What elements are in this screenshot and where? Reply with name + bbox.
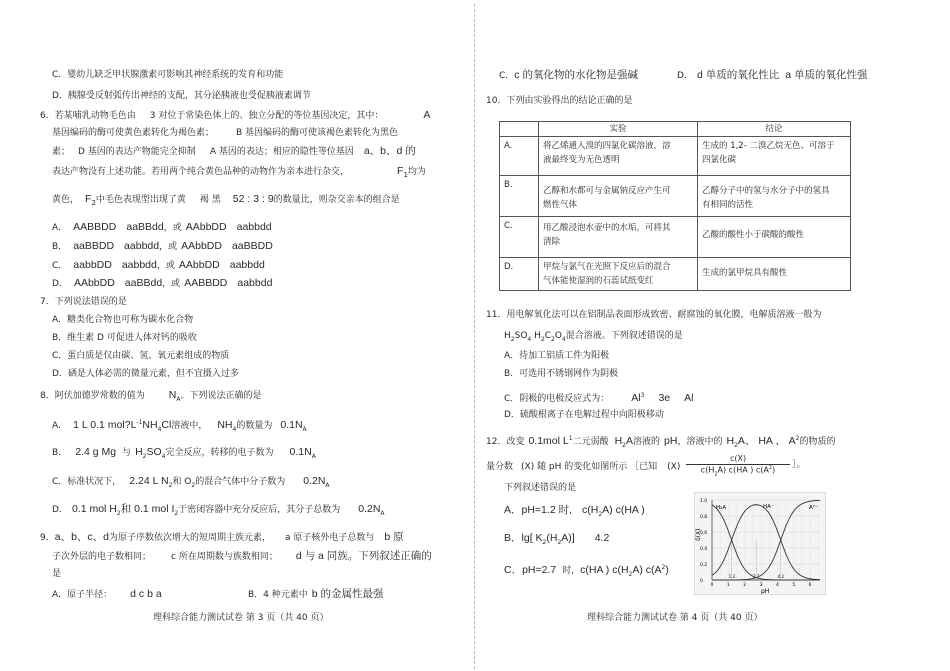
q6-stem-line2: 基因编码的酶可使黄色素转化为褐色素； B 基因编码的酶可使该褐色素转化为黑色: [52, 128, 399, 138]
q10-stem: 10．下列由实验得出的结论正确的是: [486, 96, 633, 106]
q11-stem-line1: 11．用电解氧化法可以在铝制品表面形成致密、耐腐蚀的氧化膜，电解质溶液一般为: [486, 310, 822, 320]
q10-row-experiment: 甲烷与氯气在光照下反应后的混合 气体能使湿润的石蕊试纸变红: [539, 258, 698, 291]
label-h2a: H₂A: [716, 505, 727, 511]
q12-option-b: B．lg[ $K_2(H_2A)$] 4.2: [504, 532, 610, 546]
q11-option-d: D．硫酸根离子在电解过程中向阳极移动: [504, 410, 664, 420]
x-tick-label: 5: [792, 583, 796, 588]
x-tick-label: 3: [759, 583, 763, 588]
q7-option-c: C．蛋白质是仅由碳、氢、氧元素组成的物质: [52, 351, 230, 361]
q5-option-d: D．胰腺受反射弧传出神经的支配，其分泌胰液也受促胰液素调节: [52, 91, 311, 101]
q12-stem-line3: 下列叙述错误的是: [504, 483, 577, 493]
q10-row: [500, 176, 851, 217]
q10-head-blank: [500, 122, 539, 137]
q11-option-b: B．可选用不锈钢网作为阴极: [504, 369, 619, 379]
q9-stem-line3: 是: [52, 569, 62, 579]
q6-option-a: A． AABBDD aaBBdd，或 AAbbDD aabbdd: [52, 221, 272, 233]
q10-table: [499, 121, 851, 291]
q11-option-a: A．待加工铝质工件为阳极: [504, 351, 610, 361]
q10-row-experiment: 乙醇和水都可与金属钠反应产生可 燃性气体: [539, 176, 698, 217]
q12-option-a: A．pH=1.2 时, $c(H_2A)$ c(HA ): [504, 504, 645, 518]
q8-option-a: A． 1 L 0.1 $mol?L^{-1}NH_4Cl$溶液中， $NH_4$的数量为 $0.1N_A$: [52, 419, 307, 433]
q10-row-label: D.: [500, 258, 539, 291]
y-tick-label: 1.0: [700, 499, 708, 504]
q6-option-d: D． AAbbDD aaBBdd，或 AABBDD aabbdd: [52, 277, 273, 289]
left-page-footer: 理科综合能力测试试卷 第 3 页（共 40 页）: [153, 613, 329, 623]
q10-row-conclusion: 生成的氯甲烷具有酸性: [698, 258, 851, 291]
q9-option-d: D． d 单质的氧化性比 a 单质的氧化性强: [677, 69, 868, 81]
q10-row-experiment: 用乙酸浸泡水壶中的水垢，可将其 清除: [539, 217, 698, 258]
q7-option-d: D．硒是人体必需的微量元素，但不宜摄入过多: [52, 369, 239, 379]
q8-option-d: D． 0.1 mol $H_2$和 0.1 mol $I_2$于密闭容器中充分反应后，其分子总数为 $0.2N_A$: [52, 503, 385, 517]
q10-row-label: A.: [500, 137, 539, 176]
q9-stem-line2: 子次外层的电子数相同； c 所在周期数与族数相同； d 与 a 同族。下列叙述正确的: [52, 550, 432, 562]
q6-stem-line1: 6．若某哺乳动物毛色由 3 对位于常染色体上的、独立分配的等位基因决定，其中： A: [40, 109, 431, 121]
x-tick-label: 0: [710, 583, 714, 588]
q12-stem-line1: 12．改变 0.1mol $L^1$二元弱酸 $H_2A$溶液的 pH，溶液中的 $H_2A$、 HA 、 $A^2$的物质的: [486, 435, 836, 449]
graph-frame: [694, 492, 826, 595]
q6-stem-line5: 黄色， $F_2$中毛色表现型出现了黄 褐 黑 52 : 3 : 9的数量比，则杂交亲本的组合是: [52, 193, 400, 207]
y-tick-label: 0.8: [700, 515, 708, 520]
q10-row-label: C.: [500, 217, 539, 258]
q10-row: [500, 137, 851, 176]
y-tick-label: 0.2: [700, 563, 708, 568]
q10-head-experiment: 实验: [539, 122, 698, 137]
q9-option-c: C．c 的氧化物的水化物是强碱: [499, 69, 638, 81]
page-divider: [474, 4, 475, 669]
q8-option-c: C．标准状况下， 2.24 L $N_2$和 $O_2$的混合气体中分子数为 $0.2N_A$: [52, 475, 330, 489]
q7-stem: 7．下列说法错误的是: [40, 297, 127, 307]
marker-label: 4.2: [777, 574, 785, 579]
x-tick-label: 6: [808, 583, 812, 588]
marker-label: 2.7: [753, 574, 760, 579]
q12-fraction-end: ］。: [792, 460, 806, 470]
q6-option-c: C． aabbDD aabbdd，或 AAbbDD aabbdd: [52, 259, 265, 271]
q10-row-conclusion: 乙酸的酸性小于碳酸的酸性: [698, 217, 851, 258]
right-page-footer: 理科综合能力测试试卷 第 4 页（共 40 页）: [587, 613, 763, 623]
q10-head-conclusion: 结论: [698, 122, 851, 137]
q10-row-label: B.: [500, 176, 539, 217]
y-tick-label: 0.6: [700, 531, 708, 536]
label-a2: A²⁻: [809, 505, 818, 511]
q9-option-a: A．原子半径： d c b a: [52, 588, 162, 600]
q10-row: [500, 258, 851, 291]
q6-option-b: B． aaBBDD aabbdd，或 AAbbDD aaBBDD: [52, 240, 273, 252]
q8-option-b: B． 2.4 g Mg 与 $H_2SO_4$完全反应，转移的电子数为 $0.1N_A$: [52, 446, 316, 460]
y-tick-label: 0: [700, 579, 703, 584]
q10-row-conclusion: 生成的 1,2- 二溴乙烷无色、可溶于 四氯化碳: [698, 137, 851, 176]
graph-xlabel: pH: [761, 588, 770, 595]
q8-stem: 8．阿伏加德罗常数的值为 $N_A$。下列说法正确的是: [40, 389, 262, 403]
y-tick-label: 0.4: [700, 547, 708, 552]
q11-stem-line2: $H_2SO_4$ $H_2C_2O_4$混合溶液。下列叙述错误的是: [504, 331, 683, 343]
q12-stem-line2: 量分数 (X) 随 pH 的变化如图所示 ［已知 (X): [486, 462, 681, 472]
q7-option-b: B．维生素 D 可促进人体对钙的吸收: [52, 333, 197, 343]
q10-row-conclusion: 乙醇分子中的氢与水分子中的氢具 有相同的活性: [698, 176, 851, 217]
marker-label: 1.2: [728, 574, 736, 579]
q5-option-c: C．婴幼儿缺乏甲状腺激素可影响其神经系统的发育和功能: [52, 70, 284, 80]
q12-fraction: $\frac{c(X)}{c(H_2A) c(HA ) c(A^2)}$: [686, 454, 790, 477]
q12-option-c: C．pH=2.7 时, c(HA ) $c(H_2A)$ $c(A^2)$: [504, 564, 669, 578]
label-ha: HA⁻: [763, 504, 774, 510]
q10-row: [500, 217, 851, 258]
q10-row-experiment: 将乙烯通入溴的四氯化碳溶液，溶 液最终变为无色透明: [539, 137, 698, 176]
q9-stem-line1: 9．a、b、c、d为原子序数依次增大的短周期主族元素， a 原子核外电子总数与 b 原: [40, 531, 404, 543]
x-tick-label: 4: [775, 583, 779, 588]
q6-stem-line3: 素； D 基因的表达产物能完全抑制 A 基因的表达；相应的隐性等位基因 a、b、d 的: [52, 145, 416, 157]
q7-option-a: A．糖类化合物也可称为碳水化合物: [52, 315, 194, 325]
graph-ylabel: δ(X): [695, 528, 702, 541]
x-tick-label: 2: [743, 583, 747, 588]
q6-stem-line4: 表达产物没有上述功能。若用两个纯合黄色品种的动物作为亲本进行杂交， $F_1$均为: [52, 165, 426, 179]
q9-option-b: B．4 种元素中 b 的金属性最强: [248, 588, 384, 600]
q12-distribution-graph: [694, 492, 826, 595]
q11-option-c: C．阴极的电极反应式为： Al$^3$ 3e Al: [504, 392, 694, 404]
x-tick-label: 1: [726, 583, 730, 588]
